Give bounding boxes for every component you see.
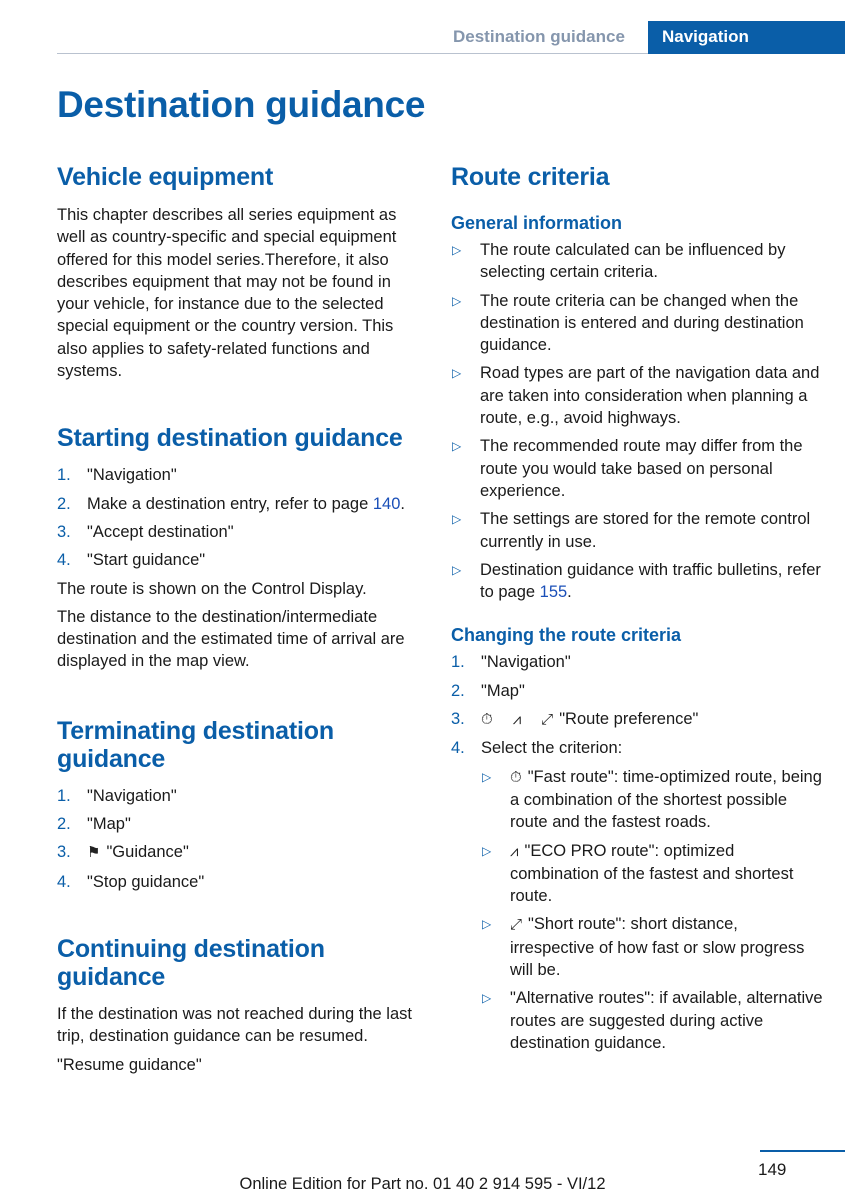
step-text: "Navigation" <box>87 466 177 485</box>
list-item <box>57 785 425 807</box>
list-item <box>57 841 425 864</box>
criterion-text: "ECO PRO route": optimized combination of the fastest and shortest route. <box>510 841 794 906</box>
step-text: "Stop guidance" <box>87 872 205 891</box>
step-text: "Accept destination" <box>87 522 234 541</box>
criterion-text: "Fast route": time-optimized route, being a combination of the shortest possible route and the fastest roads. <box>510 767 822 832</box>
footer-edition: Online Edition for Part no. 01 40 2 914 595 - VI/12 <box>239 1175 606 1193</box>
guidance-flag-icon: ⚑ <box>87 844 101 862</box>
criterion-text: "Short route": short distance, irrespective of how fast or slow progress will be. <box>510 915 805 980</box>
vehicle-equipment-heading: Vehicle equipment <box>57 163 274 191</box>
step-number: 1. <box>57 466 71 485</box>
step-number: 1. <box>451 653 465 672</box>
footer-rule <box>760 1150 845 1152</box>
list-item <box>57 549 425 571</box>
bullet-text: The route calculated can be influenced by selecting certain criteria. <box>480 241 786 282</box>
list-item <box>451 651 823 673</box>
step-number: 2. <box>451 681 465 700</box>
route-criteria-heading: Route criteria <box>451 163 610 191</box>
list-item <box>451 708 823 731</box>
resume-guidance-text: "Resume guidance" <box>57 1055 202 1074</box>
left-column <box>57 163 425 1076</box>
triangle-right-icon: ▷ <box>482 991 492 1006</box>
step-text: "Navigation" <box>87 786 177 805</box>
step-text: Make a destination entry, refer to page <box>87 494 373 513</box>
bullet-text: The route criteria can be changed when the destination is entered and during destination guidance. <box>480 291 804 355</box>
step-text: "Route preference" <box>559 710 699 729</box>
continuing-text: If the destination was not reached during the last trip, destination guidance can be resumed. <box>57 1004 412 1046</box>
criterion-text: "Alternative routes": if available, alternative routes are suggested during active destination guidance. <box>510 989 823 1052</box>
list-item <box>451 737 823 1054</box>
list-item <box>57 871 425 893</box>
triangle-right-icon: ▷ <box>452 512 462 527</box>
terminating-steps <box>57 785 425 893</box>
triangle-right-icon: ▷ <box>482 843 492 858</box>
bullet-text: Destination guidance with traffic bulletins, refer to page <box>480 560 821 602</box>
list-item <box>57 464 425 486</box>
general-information-heading: General information <box>451 213 623 233</box>
step-number: 3. <box>57 843 71 862</box>
page-link-155[interactable]: 155 <box>539 583 568 602</box>
list-item <box>481 913 823 981</box>
bullet-text: Road types are part of the navigation data and are taken into consideration when planning a route, e.g., avoid highways. <box>480 364 820 428</box>
list-item <box>57 521 425 543</box>
starting-guidance-heading: Starting destination guidance <box>57 424 403 453</box>
step-text: "Start guidance" <box>87 551 206 570</box>
changing-criteria-heading: Changing the route criteria <box>451 625 682 646</box>
step-number: 4. <box>451 739 465 758</box>
short-route-icon: ⤢ <box>510 916 523 934</box>
list-item <box>451 680 823 702</box>
distance-text: The distance to the destination/intermediate destination and the estimated time of arrival are displayed in the map view. <box>57 607 405 671</box>
step-text: Select the criterion: <box>481 739 623 758</box>
bullet-text: The settings are stored for the remote control currently in use. <box>480 510 811 551</box>
right-column <box>451 163 823 1060</box>
list-item <box>451 362 823 429</box>
terminating-guidance-heading: Terminating destination guidance <box>57 716 334 773</box>
step-number: 4. <box>57 872 71 891</box>
list-item <box>451 435 823 502</box>
list-item <box>57 813 425 835</box>
triangle-right-icon: ▷ <box>482 917 492 932</box>
step-text: "Map" <box>481 681 525 700</box>
triangle-right-icon: ▷ <box>452 243 462 257</box>
stopwatch-icon: ⏱ <box>481 711 493 729</box>
terminating-guidance-section <box>57 717 425 893</box>
stopwatch-icon: ⏱ <box>510 768 522 786</box>
starting-steps <box>57 464 425 571</box>
eco-pro-icon: ⩘ <box>510 842 519 860</box>
page-link-140[interactable]: 140 <box>372 494 401 513</box>
step-number: 3. <box>57 522 71 541</box>
short-route-icon: ⤢ <box>541 711 554 729</box>
list-item: 2. Make a destination entry, refer to page 140. <box>57 493 425 515</box>
list-item <box>481 987 823 1054</box>
header-tab-navigation: Navigation <box>648 21 845 54</box>
starting-guidance-section <box>57 424 425 672</box>
list-item <box>481 840 823 908</box>
criterion-list <box>481 766 823 1055</box>
route-shown-text: The route is shown on the Control Display. <box>57 579 367 598</box>
continuing-guidance-section <box>57 935 425 1076</box>
list-item <box>451 239 823 284</box>
vehicle-equipment-text: This chapter describes all series equipment as well as country-specific and special equipment offered for this model series.Therefore, it also describes equipment that may not be found in your vehicle, for instance due to the selected special equipment or the country version. This also applies to safety-related functions and systems. <box>57 206 397 381</box>
step-text: "Navigation" <box>481 653 571 672</box>
step-number: 2. <box>57 815 71 834</box>
triangle-right-icon: ▷ <box>482 769 492 784</box>
triangle-right-icon: ▷ <box>452 293 462 308</box>
page-title: Destination guidance <box>57 84 426 125</box>
step-text: "Guidance" <box>106 843 189 862</box>
bullet-text: The recommended route may differ from the route you would take based on personal experience. <box>480 437 803 500</box>
general-bullets <box>451 239 823 603</box>
step-number: 3. <box>451 710 465 729</box>
continuing-guidance-heading: Continuing destination guidance <box>57 934 325 991</box>
triangle-right-icon: ▷ <box>452 366 462 381</box>
step-number: 4. <box>57 551 71 570</box>
list-item <box>481 766 823 834</box>
vehicle-equipment-section <box>57 163 425 382</box>
triangle-right-icon: ▷ <box>452 439 462 454</box>
header-section: Destination guidance <box>453 27 625 46</box>
list-item <box>451 508 823 553</box>
list-item <box>451 290 823 357</box>
page-number: 149 <box>758 1160 787 1179</box>
step-number: 1. <box>57 786 71 805</box>
eco-pro-icon: ⩘ <box>512 711 522 729</box>
triangle-right-icon: ▷ <box>452 562 462 577</box>
changing-steps <box>451 651 823 1054</box>
step-number: 2. <box>57 494 71 513</box>
step-text: "Map" <box>87 815 131 834</box>
list-item: ▷ Destination guidance with traffic bulletins, refer to page 155. <box>452 560 821 602</box>
